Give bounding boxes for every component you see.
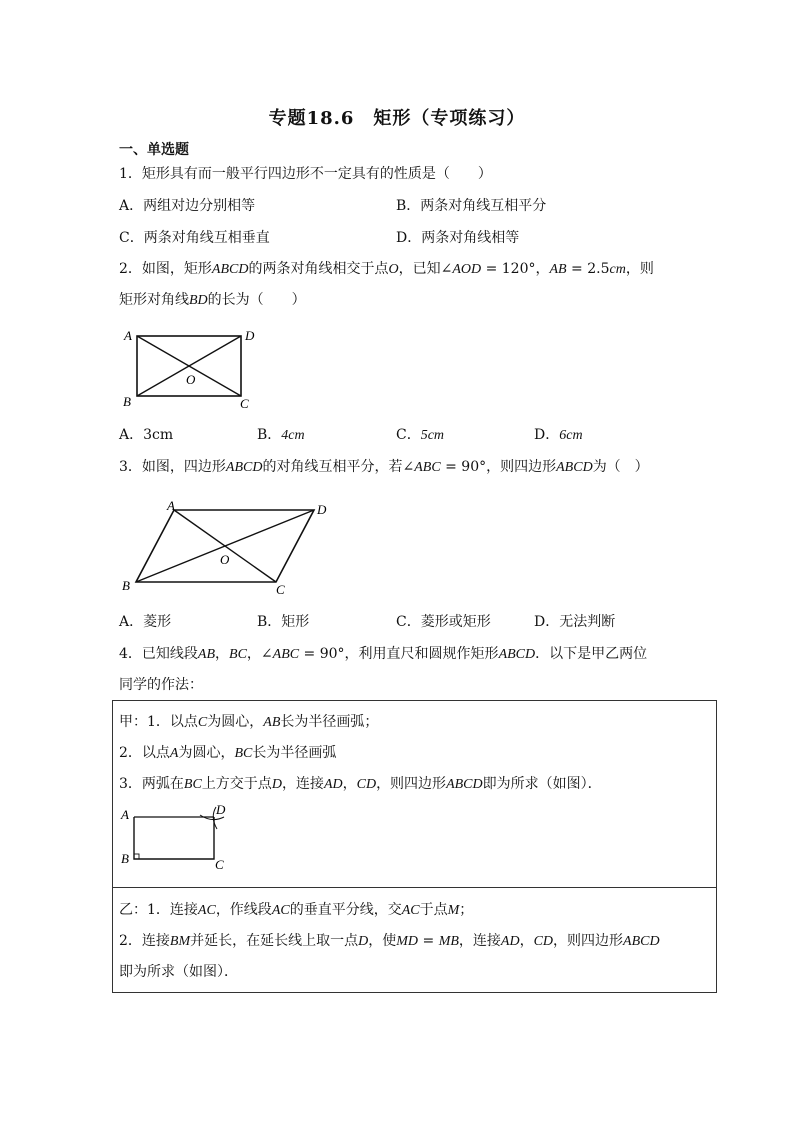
q2-option-a: A．3cm [119,427,174,443]
question-4-stem-line2: 同学的作法： [119,677,203,693]
question-2-stem-line2: 矩形对角线BD的长为（ ） [119,292,306,308]
jia-step-1: 甲：1．以点C为圆心，AB长为半径画弧； [119,714,379,730]
q3-label-o: O [220,552,230,567]
q1-option-b: B．两条对角线互相平分 [396,198,547,214]
q2-label-d: D [245,328,255,343]
jia-label-d: D [216,803,226,817]
q3-diagonal-bd [136,510,314,582]
q3-label-d: D [317,502,327,517]
q3-option-a: A．菱形 [119,614,172,630]
question-1-stem: 1．矩形具有而一般平行四边形不一定具有的性质是（ ） [119,166,492,182]
q3-parallelogram-figure [118,496,338,600]
q3-option-b: B．矩形 [257,614,310,630]
question-2-stem: 2．如图，矩形ABCD的两条对角线相交于点O，已知∠AOD = 120°，AB = 2.5cm，则 [119,261,654,277]
section-heading: 一、单选题 [119,142,189,158]
jia-step-3: 3．两弧在BC上方交于点D，连接AD，CD，则四边形ABCD即为所求（如图）． [119,776,602,792]
q2-option-d: D．6cm [534,427,583,443]
jia-step-2: 2．以点A为圆心，BC长为半径画弧 [119,745,337,761]
yi-step-2-line2: 即为所求（如图）． [119,964,238,980]
yi-step-1: 乙：1．连接AC，作线段AC的垂直平分线，交AC于点M； [119,902,474,918]
q3-option-c: C．菱形或矩形 [396,614,491,630]
q1-option-a: A．两组对边分别相等 [119,198,256,214]
q2-label-b: B [123,394,131,409]
q2-option-b: B．4cm [257,427,305,443]
q1-option-c: C．两条对角线互相垂直 [119,230,270,246]
q2-label-a: A [124,328,132,343]
jia-label-a: A [121,807,129,822]
yi-step-2: 2．连接BM并延长，在延长线上取一点D，使MD = MB，连接AD，CD，则四边形ABCD [119,933,660,949]
page-title: 专题18.6 矩形（专项练习） [268,108,526,129]
jia-rectangle-sides [134,817,214,859]
q3-label-b: B [122,578,130,593]
q1-option-d: D．两条对角线相等 [396,230,520,246]
q2-label-c: C [240,396,249,411]
q2-option-c: C．5cm [396,427,445,443]
q3-label-c: C [276,582,285,597]
question-4-stem: 4．已知线段AB，BC，∠ABC = 90°，利用直尺和圆规作矩形ABCD．以下是甲乙两位 [119,646,648,662]
q2-label-o: O [186,372,196,387]
jia-label-c: C [215,857,224,872]
question-3-stem: 3．如图，四边形ABCD的对角线互相平分，若∠ABC = 90°，则四边形ABCD为（ ） [119,459,649,475]
jia-label-b: B [121,851,129,866]
q3-option-d: D．无法判断 [534,614,616,630]
jia-construction-figure [118,803,238,873]
q3-label-a: A [167,498,175,513]
jia-right-angle-mark [134,854,139,859]
q2-rectangle-figure [118,324,268,414]
